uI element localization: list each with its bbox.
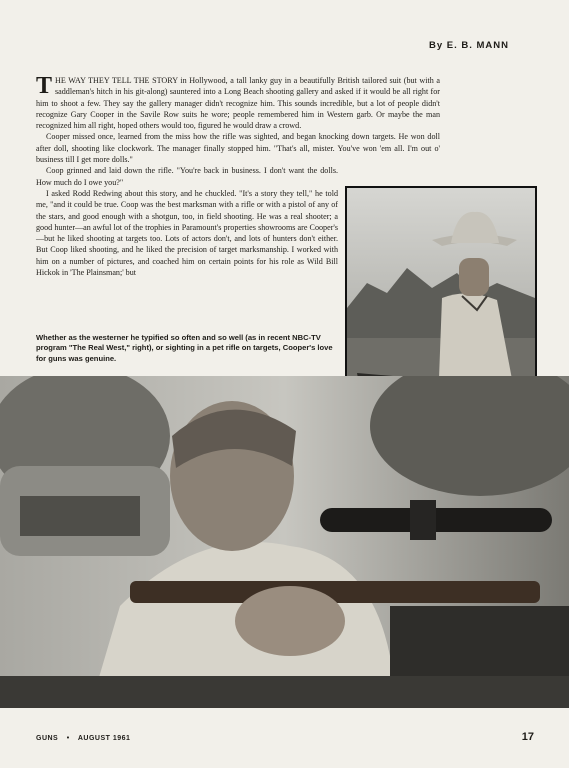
main-photo-rifle-shooter bbox=[0, 376, 569, 708]
footer-separator: • bbox=[66, 735, 70, 742]
footer-magazine-issue bbox=[36, 735, 130, 742]
article-paragraph-2: Cooper missed once, learned from the miss how the rifle was sighted, and began knocking down targets. He won doll after doll, shooting like clockwork. The manager finally stopped him. "That's all, mister. You've won 'em all. I'm out o' business till I get more dolls." bbox=[36, 132, 440, 165]
photo-caption: Whether as the westerner he typified so often and so well (as in recent NBC-TV program "The Real West," right), or sighting in a pet rifle on targets, Cooper's love for guns was genuine. bbox=[36, 333, 333, 363]
article-paragraph-4: I asked Rodd Redwing about this story, and he chuckled. "It's a story they tell," he told me, "and it could be true. Coop was the best marksman with a rifle or with a pistol of any of the stars, and good enough with a shotgun, too, in field shooting. He was a real shooter; a good hunter—an awful lot of the trophies in Paramount's properties showrooms are Cooper's—but he liked shooting at targets too. Lots of actors don't, and lots of hunters don't either. But Coop liked shooting, and he liked the precision of target marksmanship. I worked with him on a number of pictures, and coached him on certain points for his role as Wild Bill Hickok in 'The Plainsman;' but bbox=[36, 188, 338, 278]
rifle-shooter-photo-illustration bbox=[0, 376, 569, 708]
paragraph-1-text: HE WAY THEY TELL THE STORY in Hollywood, a tall lanky guy in a beautifully British tailored suit (but with a saddleman's hitch in his git-along) sauntered into a Long Beach shooting gallery and asked if it would be all right for him to shoot a few. They say the gallery manager didn't recognize him. This sounds incredible, but a lot of people didn't recognize Gary Cooper in the Savile Row suits he wore; people remembered him in Western garb. Or maybe the man recognized him all right, hoped others would too, figured he would draw a crowd. bbox=[36, 76, 440, 131]
page-number: 17 bbox=[521, 731, 534, 743]
drop-cap: T bbox=[36, 73, 53, 99]
magazine-name: GUNS bbox=[36, 735, 59, 742]
narrow-column bbox=[36, 165, 338, 278]
article-paragraph-1 bbox=[36, 75, 440, 131]
article-paragraph-3: Coop grinned and laid down the rifle. "You're back in business. I don't want the dolls. How much do I owe you?" bbox=[36, 166, 338, 187]
byline: By E. B. MANN bbox=[428, 40, 509, 51]
issue-date: AUGUST 1961 bbox=[77, 735, 131, 742]
